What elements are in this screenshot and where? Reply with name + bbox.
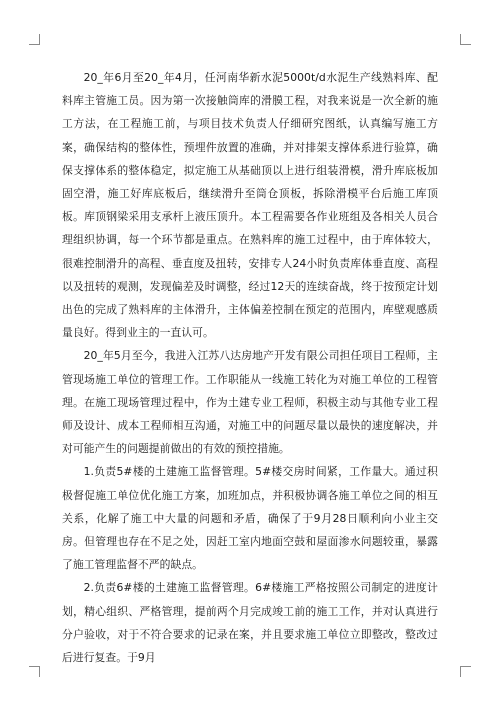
crop-mark-top-left [29, 34, 40, 45]
crop-mark-top-right [460, 34, 471, 45]
document-body [62, 66, 438, 669]
paragraph-building-5: 1.负责5#楼的土建施工监督管理。5#楼交房时间紧，工作量大。通过积极督促施工单位优化施工方案，加班加点，并积极协调各施工单位之间的相互关系，化解了施工中大量的问题和矛盾，确保了于9月28日顺利向小业主交房。但管理也存在不足之处，因赶工室内地面空鼓和屋面渗水问题较重，暴露了施工管理监督不严的缺点。 [62, 465, 438, 572]
crop-mark-bottom-right [460, 666, 471, 677]
paragraph-building-6: 2.负责6#楼的土建施工监督管理。6#楼施工严格按照公司制定的进度计划，精心组织、严格管理，提前两个月完成竣工前的施工工作，并对认真进行分户验收，对于不符合要求的记录在案，并且要求施工单位立即整改，整改过后进行复查。于9月 [62, 581, 438, 665]
paragraph-huaxin-cement-project: 20_年6月至20_年4月，任河南华新水泥5000t/d水泥生产线熟料库、配料库主管施工员。因为第一次接触筒库的滑膜工程，对我来说是一次全新的施工方法，在工程施工前，与项目技术负责人仔细研究图纸，认真编写施工方案，确保结构的整体性，预埋件放置的准确，并对排架支撑体系进行验算，确保支撑体系的整体稳定，拟定施工从基础顶以上进行组装滑模，滑升库底板加固空滑，施工好库底板后，继续滑升至筒仓顶板，拆除滑模平台后施工库顶板。库顶钢梁采用支承杆上液压顶升。本工程需要各作业班组及各相关人员合理组织协调，每一个环节都是重点。在熟料库的施工过程中，由于库体较大，很难控制滑升的高程、垂直度及扭转，安排专人24小时负责库体垂直度、高程以及扭转的观测，发现偏差及时调整，经过12天的连续奋战，终于按预定计划出色的完成了熟料库的主体滑升，主体偏差控制在预定的范围内，库壁观感质量良好。得到业主的一直认可。 [62, 71, 438, 340]
crop-mark-bottom-left [29, 666, 40, 677]
paragraph-bada-real-estate: 20_年5月至今，我进入江苏八达房地产开发有限公司担任项目工程师，主管现场施工单位的管理工作。工作职能从一线施工转化为对施工单位的工程管理。在施工现场管理过程中，作为土建专业工程师，积极主动与其他专业工程师及设计、成本工程师相互沟通，对施工中的问题尽量以最快的速度解决，并对可能产生的问题提前做出的有效的预控措施。 [62, 349, 438, 456]
